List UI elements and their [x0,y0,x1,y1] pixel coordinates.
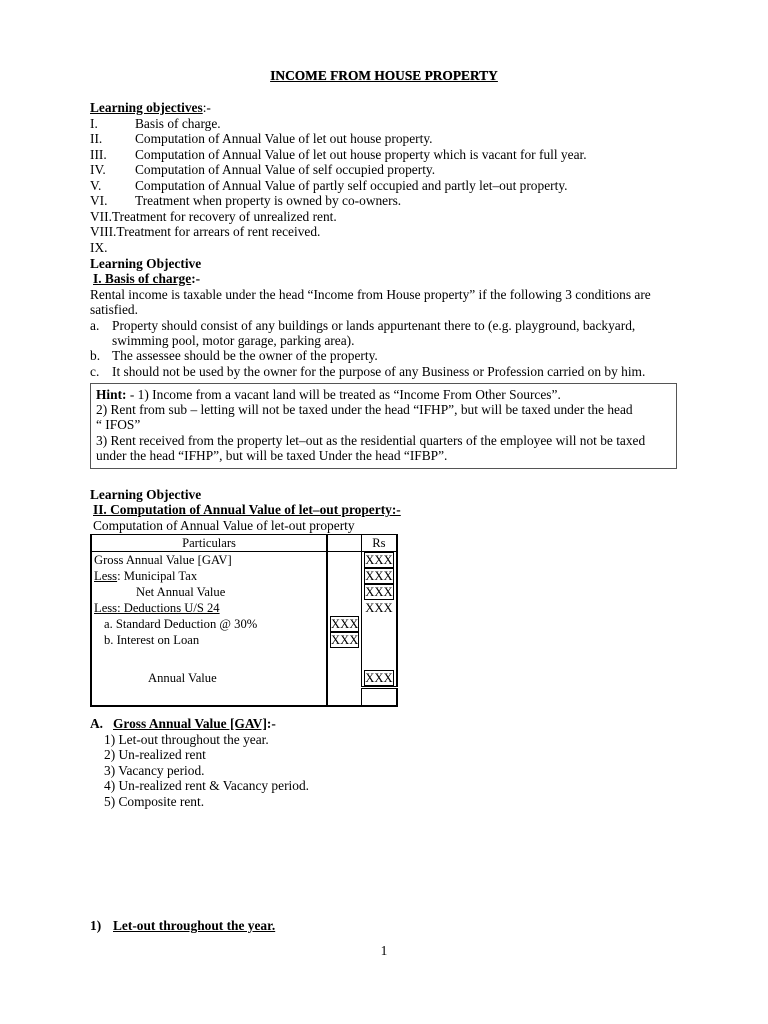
table-row [91,568,397,584]
row-sub-amount: XXX [331,632,359,647]
row-amount: XXX [365,584,393,599]
section-heading: I. Basis of charge:- [93,271,201,286]
objective-item: VI. [90,193,108,208]
list-item: 4) Un-realized rent & Vacancy period. [104,778,309,793]
paragraph-line: Rental income is taxable under the head “Income from House property” if the following 3 conditions are [90,287,651,302]
annual-value-table [90,534,398,707]
condition-text: It should not be used by the owner for the purpose of any Business or Profession carried on by him. [112,364,646,379]
objective-item: III. [90,147,107,162]
condition-text: The assessee should be the owner of the property. [112,348,378,363]
row-amount: XXX [365,600,393,615]
objective-item: IV. [90,162,106,177]
hint-line: Hint: - 1) Income from a vacant land will be treated as “Income From Other Sources”. [96,387,561,402]
objective-item-text: Treatment when property is owned by co-owners. [135,193,402,208]
section-heading: II. Computation of Annual Value of let–out property:- [93,502,401,517]
row-amount: XXX [365,552,393,567]
column-header-particulars: Particulars [91,535,327,552]
table-row [91,670,397,688]
table-row [91,600,397,616]
table-row [91,616,397,632]
subheading: Let-out throughout the year. [113,918,276,933]
condition-text: Property should consist of any buildings or lands appurtenant there to (e.g. playground, backyard, [112,318,636,333]
annual-value-amount: XXX [365,670,393,685]
row-label: Annual Value [91,670,327,688]
table-row [91,584,397,600]
section-a-letter: A. [90,716,104,731]
table-row [91,552,397,569]
objective-item-text: Basis of charge. [135,116,221,131]
table-row [91,632,397,648]
row-label: Less: Municipal Tax [91,568,327,584]
learning-objectives-heading: Learning objectives:- [90,100,211,115]
objective-item: I. [90,116,98,131]
hint-label: Hint: [96,387,127,402]
row-sub-amount: XXX [331,616,359,631]
list-item: 3) Vacancy period. [104,763,205,778]
row-label: b. Interest on Loan [91,632,327,648]
section-heading: Gross Annual Value [GAV]:- [113,716,276,731]
row-amount: XXX [365,568,393,583]
hint-line: under the head “IFHP”, but will be taxed Under the head “IFBP”. [96,448,448,463]
objective-item-text: Computation of Annual Value of let out house property which is vacant for full year. [135,147,587,162]
list-item: 1) Let-out throughout the year. [104,732,269,747]
condition-letter: a. [90,318,100,333]
table-caption: Computation of Annual Value of let-out property [93,518,355,533]
hint-line: 2) Rent from sub – letting will not be taxed under the head “IFHP”, but will be taxed under the head [96,402,633,417]
page-title: INCOME FROM HOUSE PROPERTY [270,68,498,83]
page-number: 1 [380,943,388,958]
objective-item-text: Computation of Annual Value of let out house property. [135,131,433,146]
paragraph-line: satisfied. [90,302,138,317]
objective-item: II. [90,131,103,146]
row-label: a. Standard Deduction @ 30% [91,616,327,632]
condition-text: swimming pool, motor garage, parking area). [112,333,355,348]
condition-letter: c. [90,364,100,379]
objective-item: IX. [90,240,108,255]
row-label: Gross Annual Value [GAV] [91,552,327,569]
objective-item: VIII.Treatment for arrears of rent received. [90,224,321,239]
condition-letter: b. [90,348,101,363]
objective-item-text: Computation of Annual Value of self occupied property. [135,162,436,177]
column-header-rs: Rs [362,535,397,552]
objective-item-text: Computation of Annual Value of partly self occupied and partly let–out property. [135,178,568,193]
objective-item: V. [90,178,102,193]
hint-line: 3) Rent received from the property let–out as the residential quarters of the employee will not be taxed [96,433,646,448]
list-item: 5) Composite rent. [104,794,205,809]
learning-objective-heading: Learning Objective [90,256,202,271]
hint-line: “ IFOS” [96,417,141,432]
row-label: Net Annual Value [91,584,327,600]
objective-item: VII.Treatment for recovery of unrealized rent. [90,209,337,224]
subheading-number: 1) [90,918,102,933]
learning-objective-heading: Learning Objective [90,487,202,502]
list-item: 2) Un-realized rent [104,747,206,762]
row-label: Less: Deductions U/S 24 [91,600,327,616]
